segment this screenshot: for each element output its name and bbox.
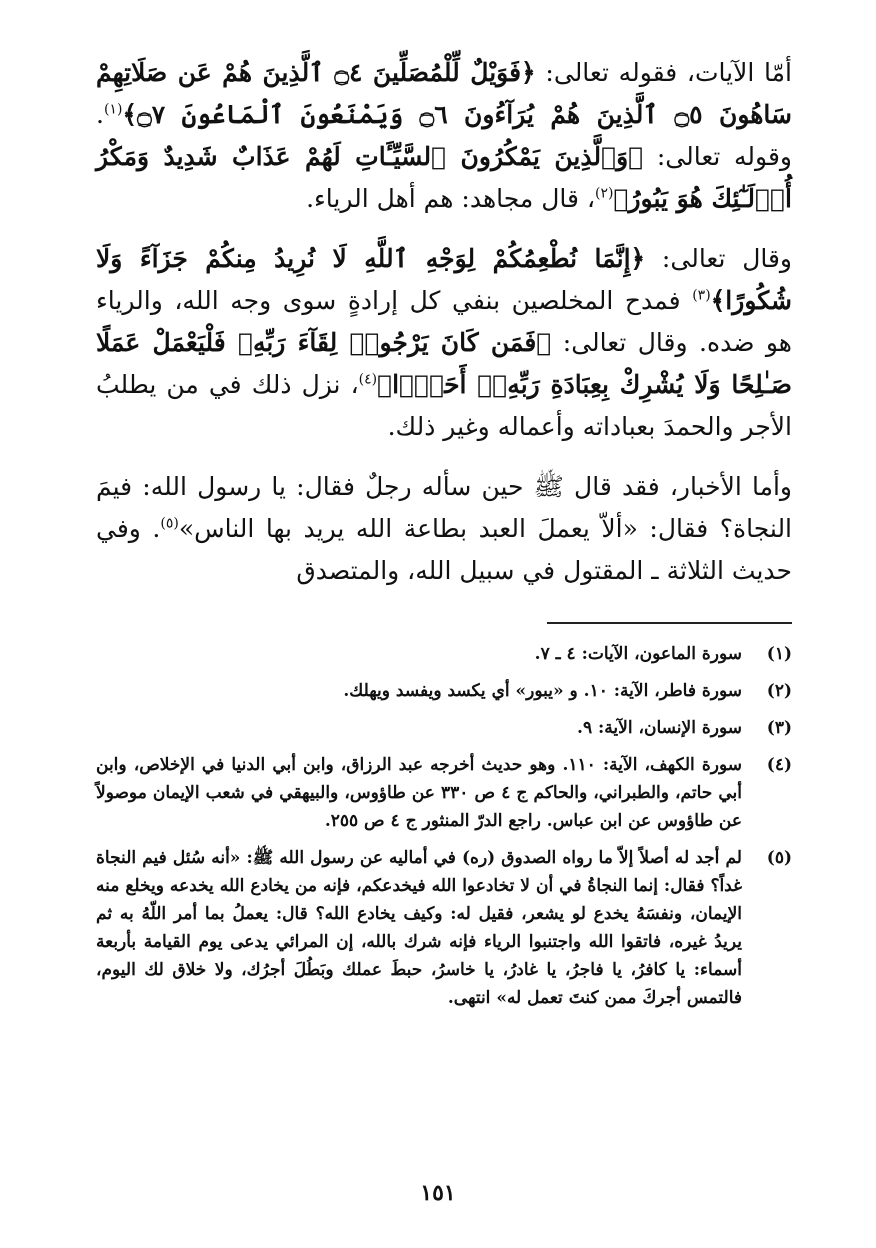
text-segment: . وقوله تعالى: [96, 100, 792, 171]
paragraph-verses [96, 52, 792, 220]
footnote-text: سورة الماعون، الآيات: ٤ ـ ٧. [534, 644, 742, 664]
text-segment: وقال تعالى: [645, 244, 793, 273]
main-text [96, 52, 792, 592]
text-segment: وأما الأخبار، فقد قال ﷺ حين سأله رجلٌ فقال: يا رسول الله: فيمَ النجاة؟ فقال: «ألاّ يعملَ العبد بطاعة الله يريد بها الناس» [96, 472, 793, 543]
footnote-item [96, 844, 792, 1012]
footnote-item [96, 751, 792, 835]
footnote-ref: (٤) [358, 371, 378, 388]
footnote-ref: (٣) [692, 287, 711, 304]
footnote-text: لم أجد له أصلاً إلاّ ما رواه الصدوق (ره) في أماليه عن رسول الله ﷺ: «أنه سُئل فيم النجاة غداً؟ فقال: إنما النجاةُ في أن لا تخادعوا الله فيخدعكم، فإنه من يخادع الله يخدعه ويخلع منه الإيمان، ونفسَهُ يخدع لو يشعر، فقيل له: وكيف يخادع الله؟ قال: يعملُ بما أمر اللّهُ به ثم يريدُ غيره، فاتقوا الله واجتنبوا الرياء فإنه شرك بالله، إن المرائي يدعى يوم القيامة بأربعة أسماء: يا كافرُ، يا فاجرُ، يا غادرُ، يا خاسرُ، حبطَ عملك وبَطُلَ أجرُك، ولا خلاق لك اليوم، فالتمس أجركَ ممن كنتَ تعمل له» انتهى. [96, 848, 742, 1008]
footnote-text: سورة الإنسان، الآية: ٩. [577, 718, 742, 738]
quran-verse: ﴿إِنَّمَا نُطْعِمُكُمْ لِوَجْهِ ٱللَّهِ لَا نُرِيدُ مِنكُمْ جَزَآءً وَلَا شُكُورًا﴾ [96, 244, 792, 315]
text-segment: أمّا الآيات، فقوله تعالى: [535, 58, 792, 87]
footnote-item [96, 640, 792, 668]
footnote-number: (٤) [766, 755, 792, 775]
paragraph-traditions [96, 466, 792, 592]
footnote-text: سورة فاطر، الآية: ١٠. و «يبور» أي يكسد ويفسد ويهلك. [343, 681, 742, 701]
text-segment: فمدح المخلصين بنفي كل إرادةٍ سوى وجه الله، والرياء هو ضده. وقال تعالى: [96, 286, 792, 357]
quran-verse: ﴿فَوَيْلٌ لِّلْمُصَلِّينَ ۝٤ ٱلَّذِينَ هُمْ عَن صَلَاتِهِمْ سَاهُونَ ۝٥ ٱلَّذِينَ هُمْ يُرَآءُونَ ۝٦ وَيَمْنَعُونَ ٱلْمَاعُونَ ۝٧﴾ [96, 58, 792, 129]
text-segment: . وفي حديث الثلاثة ـ المقتول في سبيل الله، والمتصدق [96, 514, 792, 585]
footnote-item [96, 677, 792, 705]
footnote-number: (٢) [766, 681, 792, 701]
footnote-ref: (١) [103, 101, 123, 118]
page-number: ١٥١ [420, 1180, 456, 1206]
footnote-ref: (٢) [595, 185, 614, 202]
footnote-ref: (٥) [160, 515, 179, 532]
footnote-divider [547, 622, 792, 624]
page [96, 52, 792, 1021]
quran-verse: ﴿فَمَن كَانَ يَرْجُوا۟ لِقَآءَ رَبِّهِۦ فَلْيَعْمَلْ عَمَلًا صَـٰلِحًا وَلَا يُشْرِكْ بِعِبَادَةِ رَبِّهِۦٓ أَحَدًۢا﴾ [96, 328, 792, 399]
text-segment: ، نزل ذلك في من يطلبُ الأجر والحمدَ بعباداته وأعماله وغير ذلك. [96, 370, 792, 441]
footnote-number: (١) [766, 644, 792, 664]
text-segment: ، قال مجاهد: هم أهل الرياء. [306, 184, 596, 213]
footnote-number: (٣) [766, 718, 792, 738]
footnote-text: سورة الكهف، الآية: ١١٠. وهو حديث أخرجه عبد الرزاق، وابن أبي الدنيا في الإخلاص، وابن أبي حاتم، والطبراني، والحاكم ج ٤ ص ٣٣٠ عن طاؤوس، والبيهقي في شعب الإيمان موصولاً عن طاؤوس عن ابن عباس. راجع الدرّ المنثور ج ٤ ص ٢٥٥. [96, 755, 743, 831]
footnotes-list [96, 640, 792, 1012]
paragraph-sincerity [96, 238, 792, 448]
footnote-item [96, 714, 792, 742]
quran-verse: ﴿وَٱلَّذِينَ يَمْكُرُونَ ٱلسَّيِّـَٔاتِ لَهُمْ عَذَابٌ شَدِيدٌ وَمَكْرُ أُو۟لَـٰٓئِكَ هُوَ يَبُورُ﴾ [96, 142, 792, 213]
footnote-number: (٥) [766, 848, 792, 868]
